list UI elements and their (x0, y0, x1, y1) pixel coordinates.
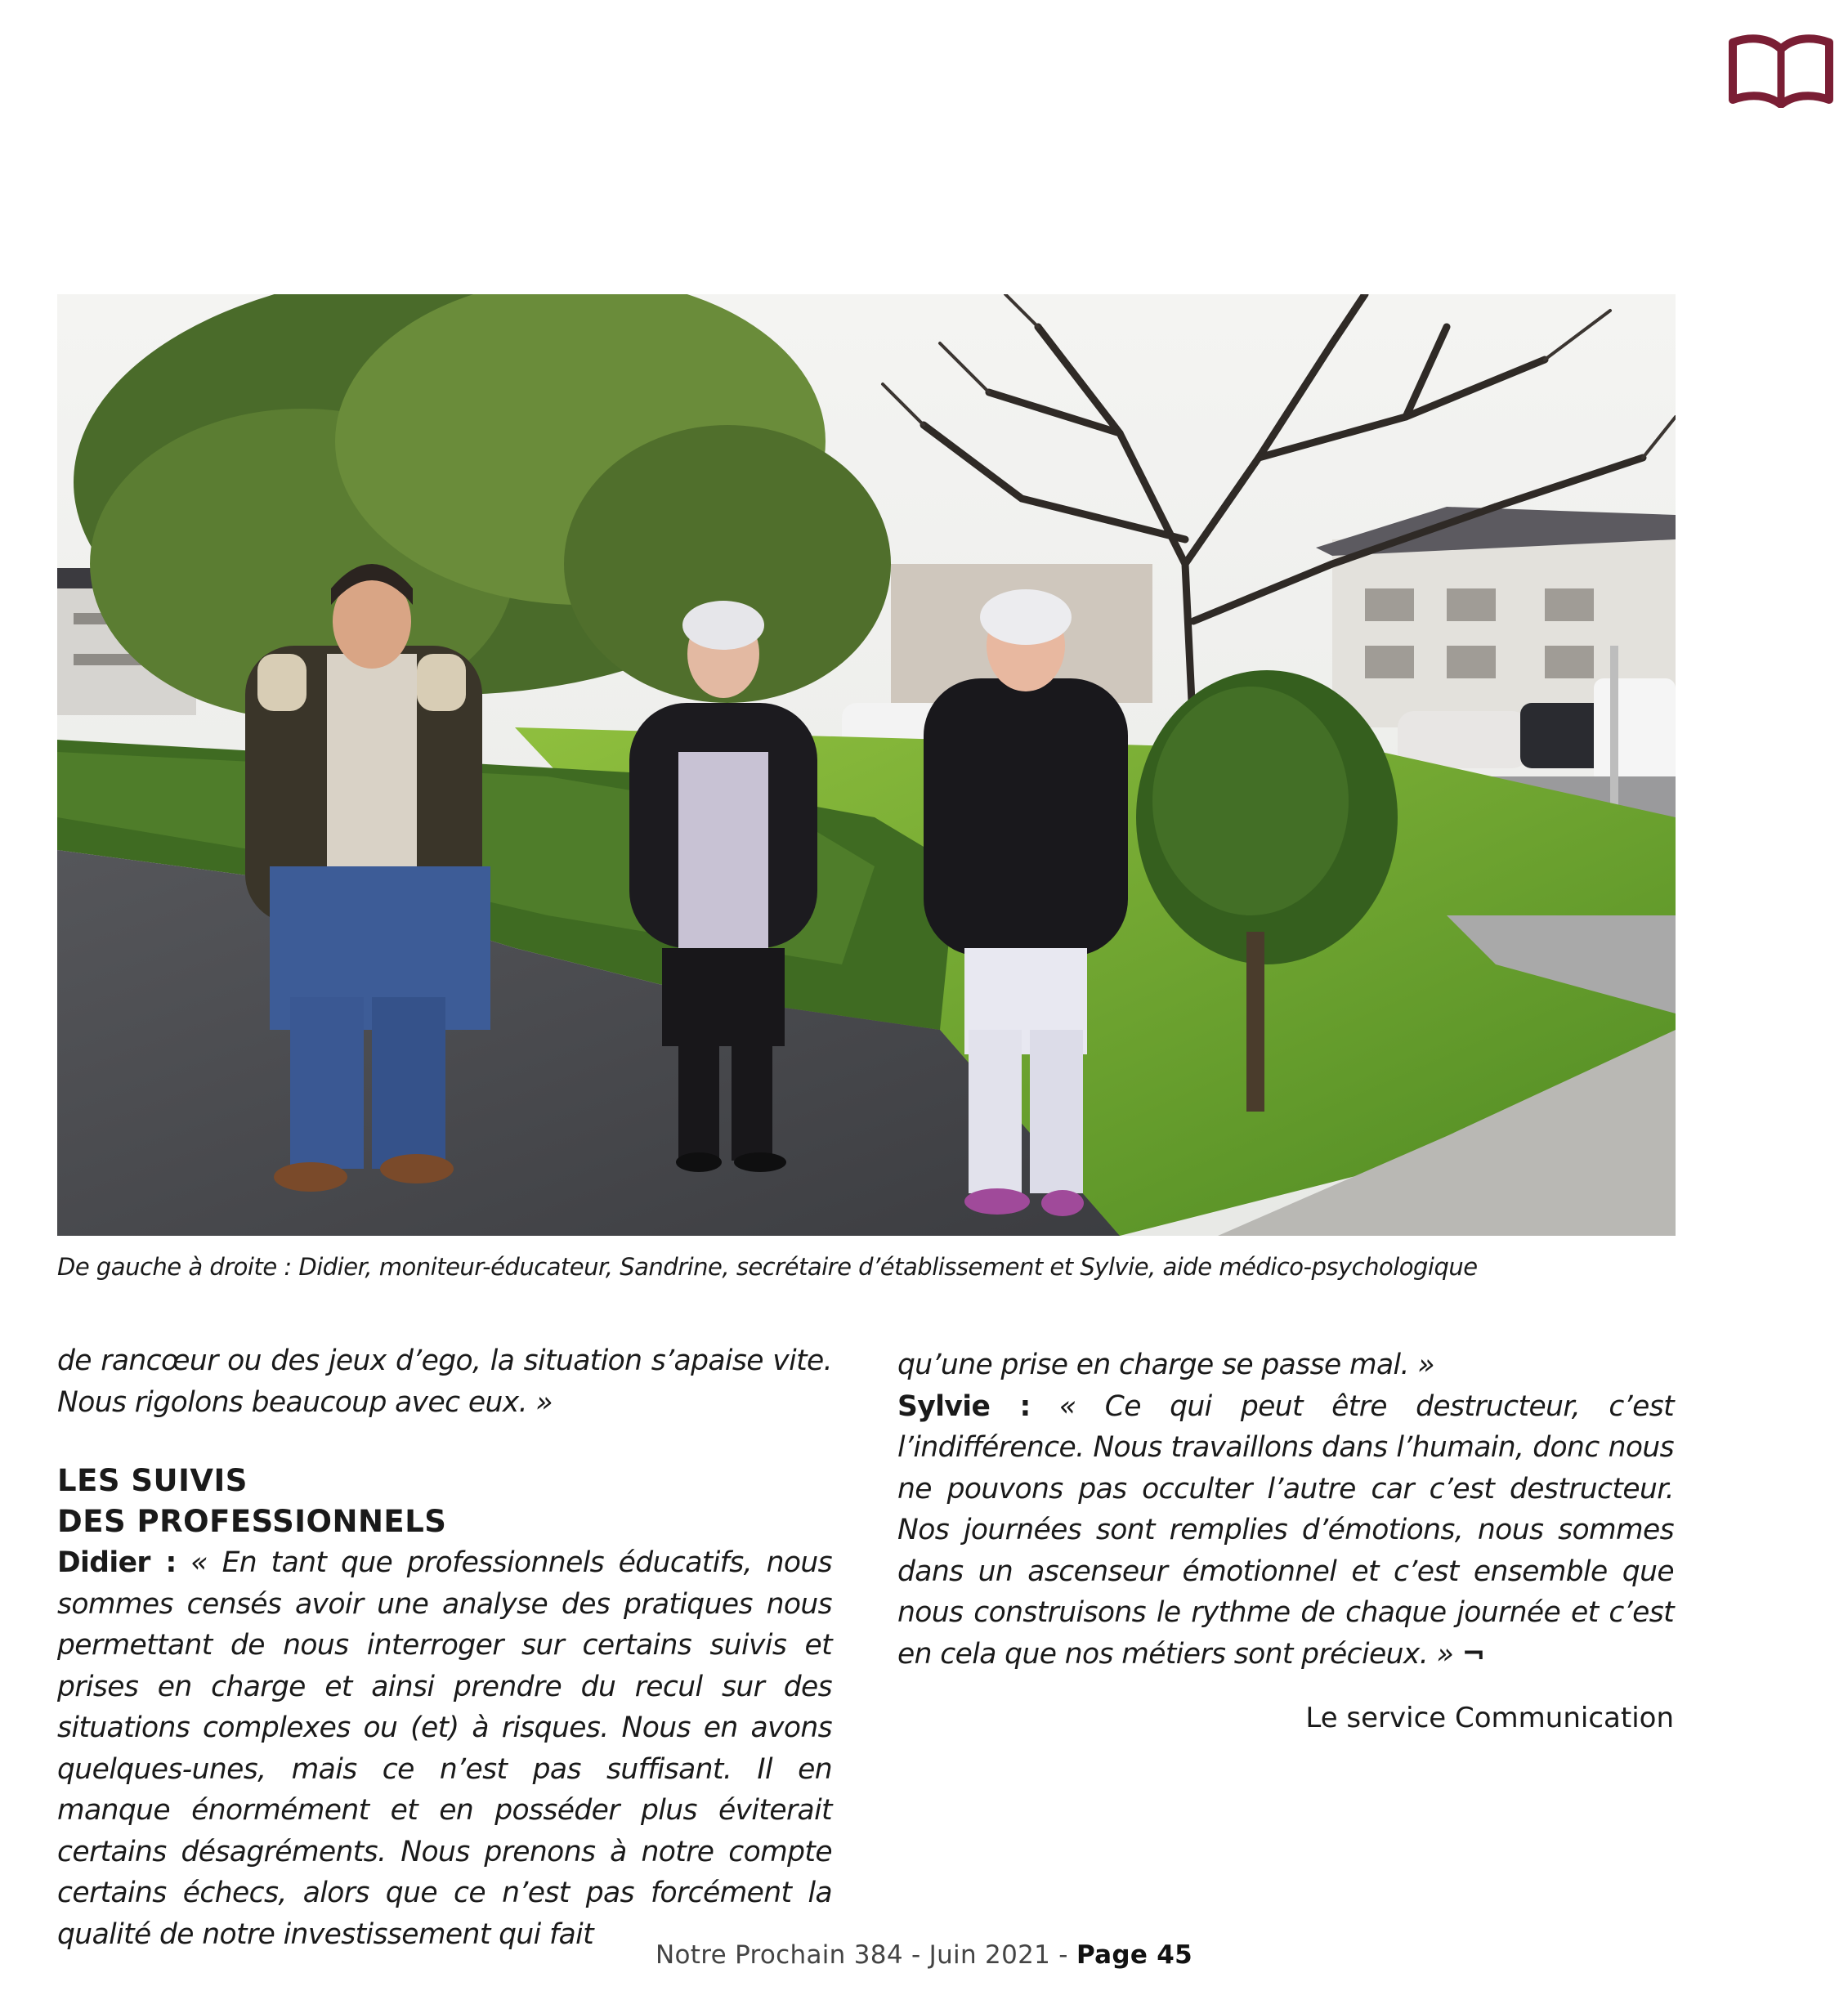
speaker-sylvie: Sylvie : (897, 1389, 1031, 1423)
right-column (897, 1344, 1674, 1738)
end-of-article-mark: ¬ (1461, 1637, 1485, 1671)
didier-quote-paragraph (57, 1542, 832, 1955)
article-photo (57, 294, 1676, 1236)
footer-page-number: Page 45 (1076, 1940, 1192, 1970)
article-signature: Le service Communication (1305, 1702, 1674, 1734)
section-heading-line2: DES PROFESSIONNELS (57, 1504, 447, 1539)
page-footer (0, 1940, 1848, 1970)
left-column (57, 1340, 832, 1955)
footer-magazine: Notre Prochain 384 - Juin 2021 - (656, 1940, 1076, 1970)
sylvie-quote-paragraph (897, 1386, 1674, 1676)
right-continuation-paragraph: qu’une prise en charge se passe mal. » (897, 1349, 1434, 1381)
sylvie-quote: « Ce qui peut être destructeur, c’est l’indifférence. Nous travaillons dans l’humain, donc nous ne pouvons pas occulter l’autre car c’est destructeur. Nos journées sont remplies d’émotions, nous sommes dans un ascenseur émotionnel et c’est ensemble que nous construisons le rythme de chaque journée et c’est en cela que nos métiers sont précieux. » (897, 1389, 1675, 1671)
book-icon (1726, 31, 1836, 108)
section-heading-line1: LES SUIVIS (57, 1463, 248, 1498)
speaker-didier: Didier : (57, 1546, 177, 1579)
section-heading (57, 1461, 832, 1542)
left-intro-paragraph: de rancœur ou des jeux d’ego, la situation s’apaise vite. Nous rigolons beaucoup avec eux. » (57, 1344, 832, 1419)
didier-quote: « En tant que professionnels éducatifs, nous sommes censés avoir une analyse des pratiques nous permettant de nous interroger sur certains suivis et prises en charge et ainsi prendre du recul sur des situations complexes ou (et) à risques. Nous en avons quelques-unes, mais ce n’est pas suffisant. Il en manque énormément et en posséder plus éviterait certains désagréments. Nous prenons à notre compte certains échecs, alors que ce n’est pas forcément la qualité de notre investissement qui fait (57, 1546, 833, 1951)
photo-caption: De gauche à droite : Didier, moniteur-éducateur, Sandrine, secrétaire d’établissement et Sylvie, aide médico-psychologique (57, 1253, 1478, 1281)
